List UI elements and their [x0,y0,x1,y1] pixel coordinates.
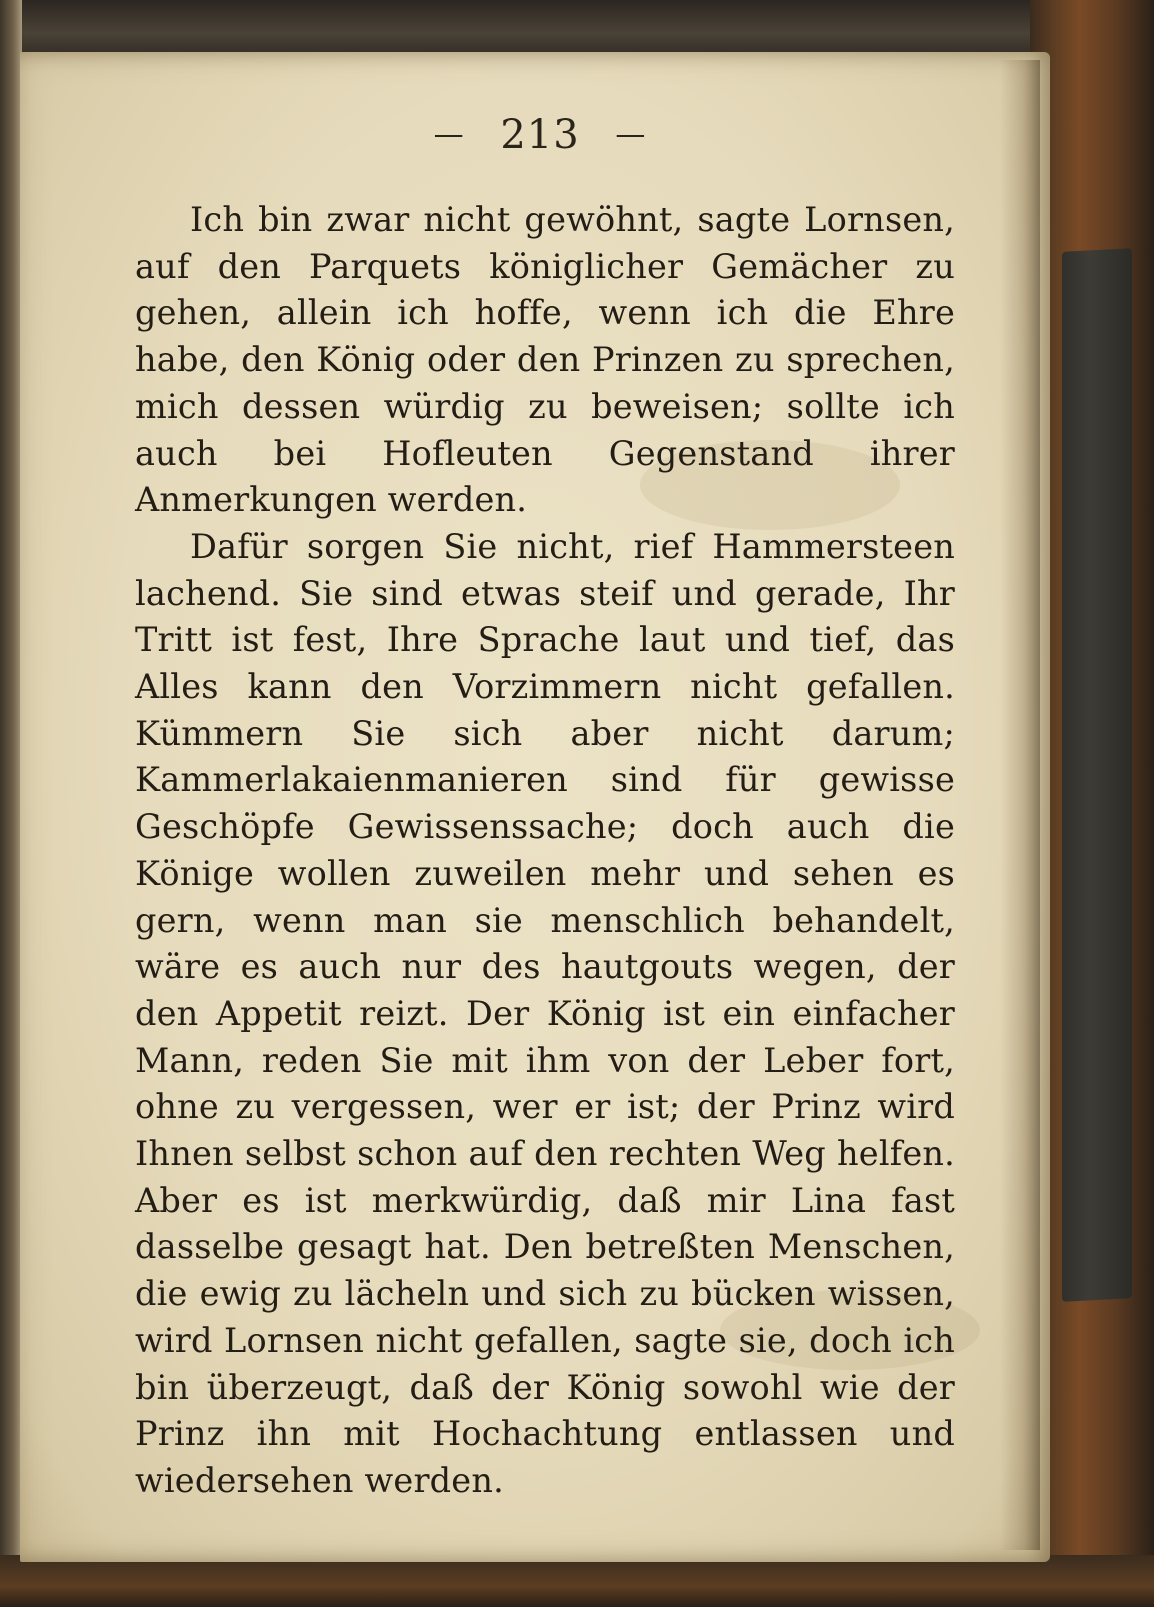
book-bottom-edge [0,1555,1154,1607]
book-top-edge [0,0,1154,60]
paragraph: Dafür sorgen Sie nicht, rief Hammersteen lachend. Sie sind etwas steif und gerade, Ihr Tritt ist fest, Ihre Sprache laut und tief, das Alles kann den Vorzimmern nicht gefallen. Kümmern Sie sich aber nicht darum; Kammerlakaienmanieren sind für gewisse Geschöpfe Gewissenssache; doch auch die Könige wollen zuweilen mehr und sehen es gern, wenn man sie menschlich behandelt, wäre es auch nur des hautgouts wegen, der den Appetit reizt. Der König ist ein einfacher Mann, reden Sie mit ihm von der Leber fort, ohne zu vergessen, wer er ist; der Prinz wird Ihnen selbst schon auf den rechten Weg helfen. Aber es ist merkwürdig, daß mir Lina fast dasselbe gesagt hat. Den betreßten Menschen, die ewig zu lächeln und sich zu bücken wissen, wird Lornsen nicht gefallen, sagte sie, doch ich bin überzeugt, daß der König sowohl wie der Prinz ihn mit Hochachtung entlassen und wiedersehen werden. [135,526,955,1500]
page-number: 213 [500,112,580,158]
book-spine-edge [0,0,22,1607]
page-header [100,112,980,172]
page-fold-shadow [1000,60,1040,1550]
book-cover-cloth [1062,248,1132,1302]
header-dash-left: — [433,117,465,152]
header-dash-right: — [615,117,647,152]
paragraph: Ich bin zwar nicht gewöhnt, sagte Lornsen, auf den Parquets königlicher Gemächer zu gehen, allein ich hoffe, wenn ich die Ehre habe, den König oder den Prinzen zu sprechen, mich dessen würdig zu beweisen; sollte ich auch bei Hofleuten Gegenstand ihrer Anmerkungen werden. [135,200,955,520]
page-body [135,197,955,1505]
